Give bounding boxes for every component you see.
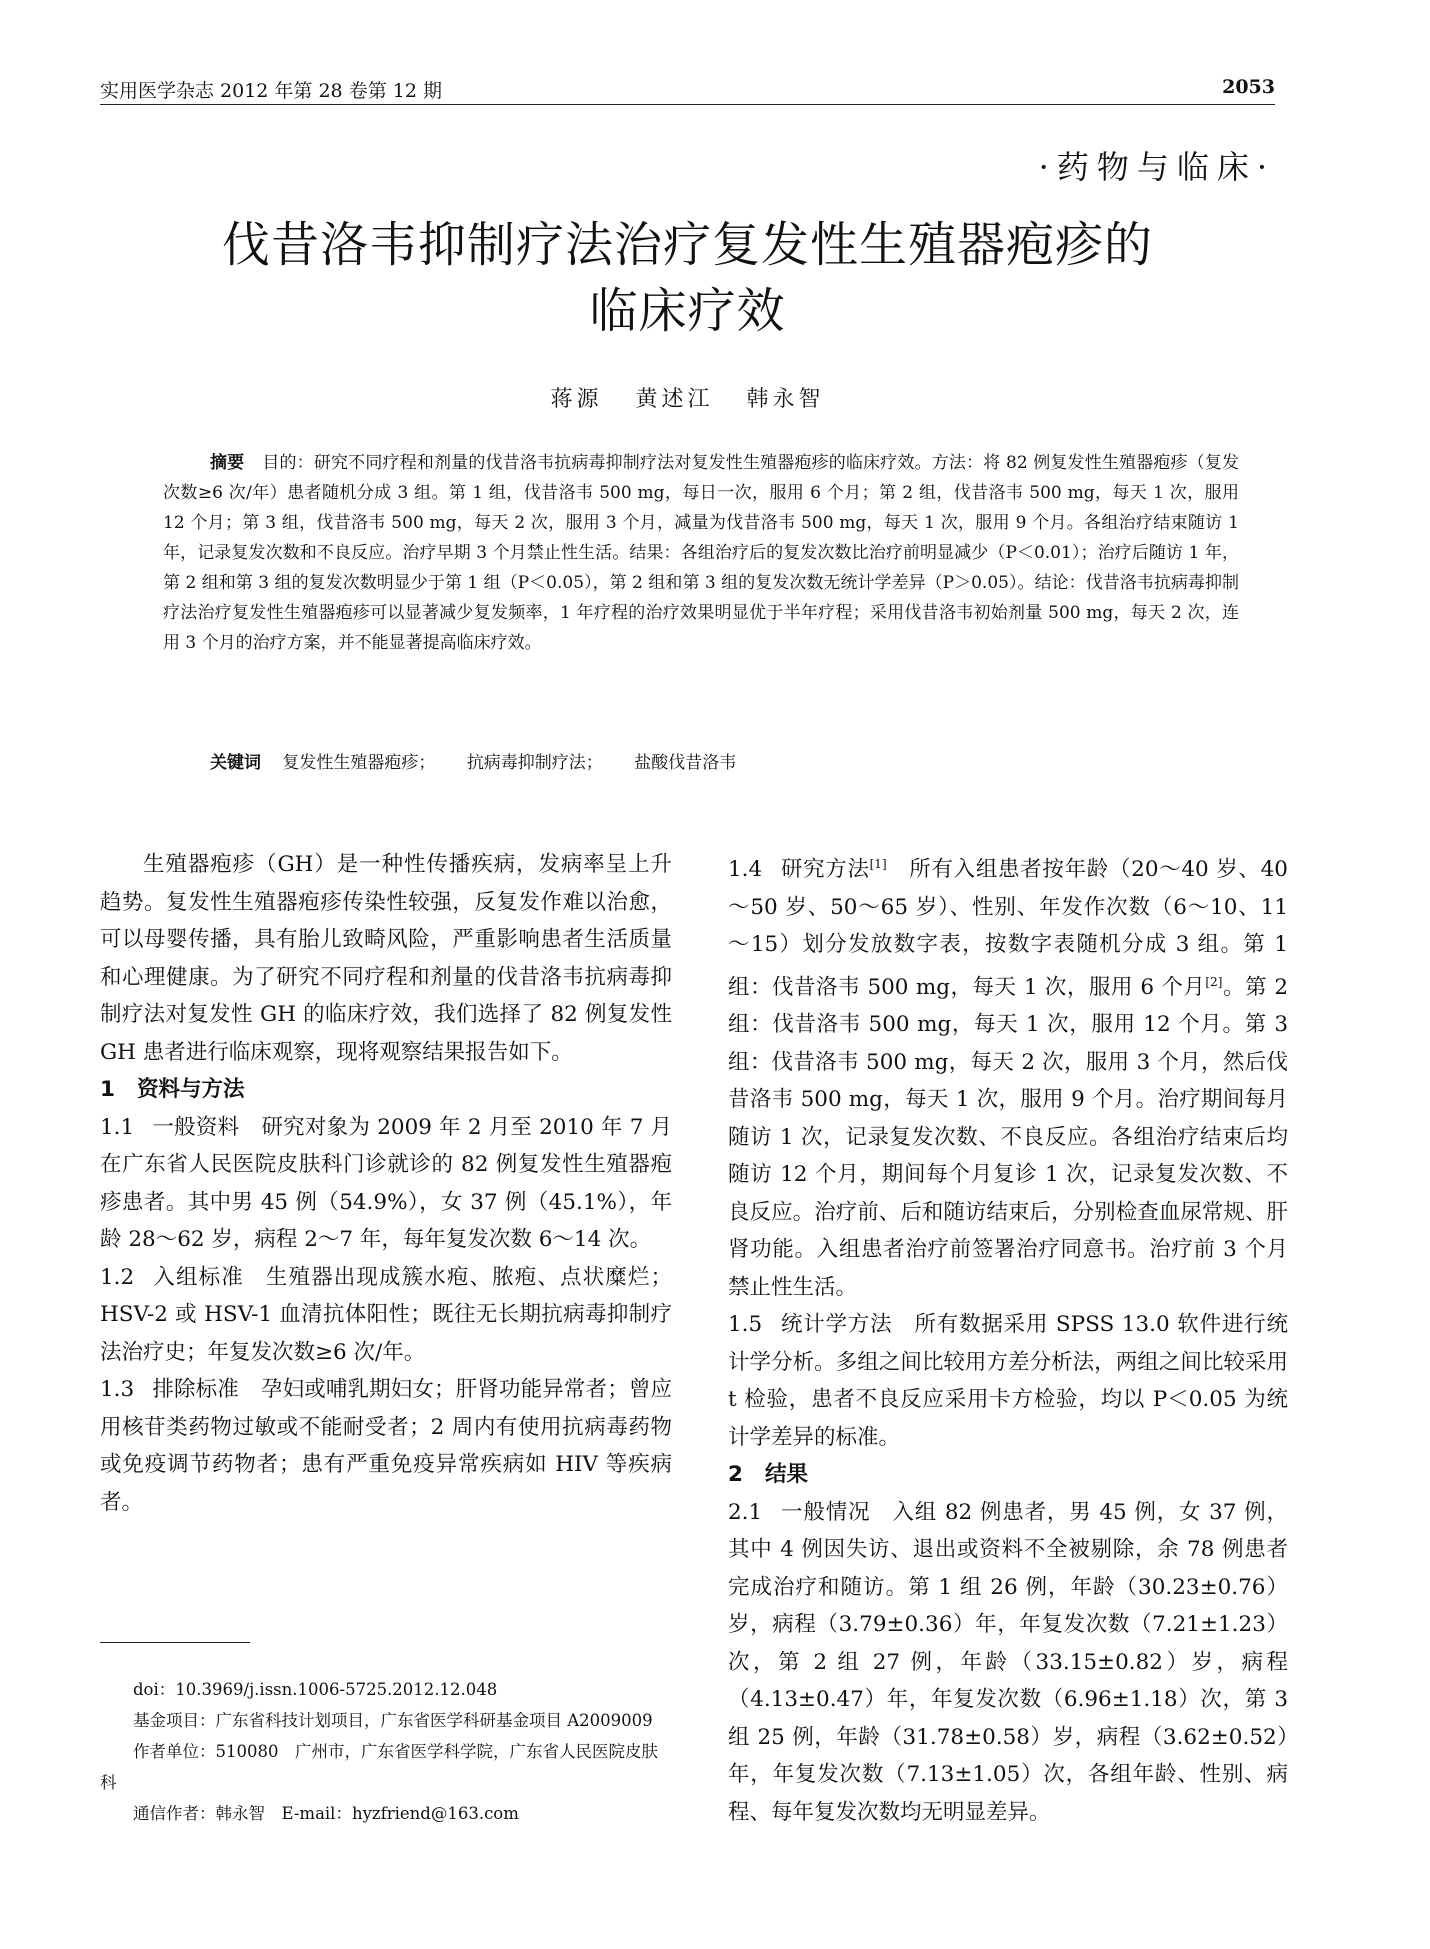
keyword: 抗病毒抑制疗法；: [466, 753, 603, 773]
journal-citation: 实用医学杂志 2012 年第 28 卷第 12 期: [100, 80, 442, 102]
section-heading: 1 资料与方法: [100, 1077, 245, 1102]
abstract-label: 摘要: [210, 453, 245, 473]
page-number: 2053: [1222, 76, 1275, 98]
title-line-1: 伐昔洛韦抑制疗法治疗复发性生殖器疱疹的: [221, 217, 1153, 273]
left-column: [100, 846, 672, 1521]
subsection-1-5: 1.5 统计学方法 所有数据采用 SPSS 13.0 软件进行统计学分析。多组之间比较用方差分析法，两组之间比较采用 t 检验，患者不良反应采用卡方检验，均以 P＜0.05 为统计学差异的标准。: [728, 1312, 1288, 1450]
keywords-label: 关键词: [210, 753, 261, 773]
citation-ref: [2]: [1205, 974, 1223, 989]
author-list: [100, 382, 1275, 413]
footnotes: [100, 1674, 672, 1829]
section-heading: 2 结果: [728, 1462, 808, 1488]
keyword: 复发性生殖器疱疹；: [282, 753, 436, 773]
footnote-affiliation: 作者单位：510080 广州市，广东省医学科学院，广东省人民医院皮肤科: [100, 1742, 658, 1792]
abstract-text: 目的：研究不同疗程和剂量的伐昔洛韦抗病毒抑制疗法对复发性生殖器疱疹的临床疗效。方法：将 82 例复发性生殖器疱疹（复发次数≥6 次/年）患者随机分成 3 组。第 1 组，伐昔洛韦 500 mg，每日一次，服用 6 个月；第 2 组，伐昔洛韦 500 mg，每天 1 次，服用 12 个月；第 3 组，伐昔洛韦 500 mg，每天 2 次，服用 3 个月，减量为伐昔洛韦 500 mg，每天 1 次，服用 9 个月。各组治疗结束随访 1 年，记录复发次数和不良反应。治疗早期 3 个月禁止性生活。结果：各组治疗后的复发次数比治疗前明显减少（P＜0.01）；治疗后随访 1 年，第 2 组和第 3 组的复发次数明显少于第 1 组（P＜0.05），第 2 组和第 3 组的复发次数无统计学差异（P＞0.05）。结论：伐昔洛韦抗病毒抑制疗法治疗复发性生殖器疱疹可以显著减少复发频率，1 年疗程的治疗效果明显优于半年疗程；采用伐昔洛韦初始剂量 500 mg，每天 2 次，连用 3 个月的治疗方案，并不能显著提高临床疗效。: [163, 453, 1240, 653]
subsection-1-3: 1.3 排除标准 孕妇或哺乳期妇女；肝肾功能异常者；曾应用核苷类药物过敏或不能耐受者；2 周内有使用抗病毒药物或免疫调节药物者；患有严重免疫异常疾病如 HIV 等疾病者。: [100, 1377, 672, 1515]
footnote-fund: 基金项目：广东省科技计划项目，广东省医学科研基金项目 A2009009: [133, 1711, 653, 1730]
title-line-2: 临床疗效: [589, 283, 786, 339]
subsection-1-4: 1.4 研究方法[1] 所有入组患者按年龄（20～40 岁、40～50 岁、50～65 岁）、性别、年发作次数（6～10、11～15）划分发放数字表，按数字表随机分成 3 组。第 1 组：伐昔洛韦 500 mg，每天 1 次，服用 6 个月[2]。第 2 组：伐昔洛韦 500 mg，每天 1 次，服用 12 个月。第 3 组：伐昔洛韦 500 mg，每天 2 次，服用 3 个月，然后伐昔洛韦 500 mg，每天 1 次，服用 9 个月。治疗期间每月随访 1 次，记录复发次数、不良反应。各组治疗结束后均随访 12 个月，期间每个月复诊 1 次，记录复发次数、不良反应。治疗前、后和随访结束后，分别检查血尿常规、肝肾功能。入组患者治疗前签署治疗同意书。治疗前 3 个月禁止性生活。: [728, 857, 1289, 1300]
intro-paragraph: 生殖器疱疹（GH）是一种性传播疾病，发病率呈上升趋势。复发性生殖器疱疹传染性较强，反复发作难以治愈，可以母婴传播，具有胎儿致畸风险，严重影响患者生活质量和心理健康。为了研究不同疗程和剂量的伐昔洛韦抗病毒抑制疗法对复发性 GH 的临床疗效，我们选择了 82 例复发性 GH 患者进行临床观察，现将观察结果报告如下。: [100, 852, 672, 1065]
author: 黄述江: [635, 387, 714, 412]
author: 蒋源: [550, 387, 603, 412]
footnote-divider: [100, 1642, 250, 1643]
article-title: [100, 212, 1275, 344]
author: 韩永智: [746, 387, 825, 412]
keyword: 盐酸伐昔洛韦: [634, 753, 737, 773]
footnote-corresponding: 通信作者：韩永智 E-mail：hyzfriend@163.com: [133, 1804, 519, 1823]
running-header: [100, 74, 1275, 105]
keywords: [210, 748, 1239, 773]
footnote-doi: doi：10.3969/j.issn.1006-5725.2012.12.048: [133, 1680, 498, 1699]
right-column: [728, 846, 1288, 1831]
citation-ref: [1]: [869, 857, 887, 871]
subsection-1-2: 1.2 入组标准 生殖器出现成簇水疱、脓疱、点状糜烂；HSV-2 或 HSV-1 血清抗体阳性；既往无长期抗病毒抑制疗法治疗史；年复发次数≥6 次/年。: [100, 1264, 672, 1365]
subsection-2-1: 2.1 一般情况 入组 82 例患者，男 45 例，女 37 例，其中 4 例因失访、退出或资料不全被剔除，余 78 例患者完成治疗和随访。第 1 组 26 例，年龄（30.23±0.76）岁，病程（3.79±0.36）年，年复发次数（7.21±1.23）次，第 2 组 27 例，年龄（33.15±0.82）岁，病程（4.13±0.47）年，年复发次数（6.96±1.18）次，第 3 组 25 例，年龄（31.78±0.58）岁，病程（3.62±0.52）年，年复发次数（7.13±1.05）次，各组年龄、性别、病程、每年复发次数均无明显差异。: [728, 1499, 1288, 1825]
subsection-1-1: 1.1 一般资料 研究对象为 2009 年 2 月至 2010 年 7 月在广东省人民医院皮肤科门诊就诊的 82 例复发性生殖器疱疹患者。其中男 45 例（54.9%），女 37 例（45.1%），年龄 28～62 岁，病程 2～7 年，每年复发次数 6～14 次。: [100, 1114, 672, 1252]
section-tag: ·药物与临床·: [1038, 148, 1275, 186]
abstract: [163, 448, 1239, 658]
